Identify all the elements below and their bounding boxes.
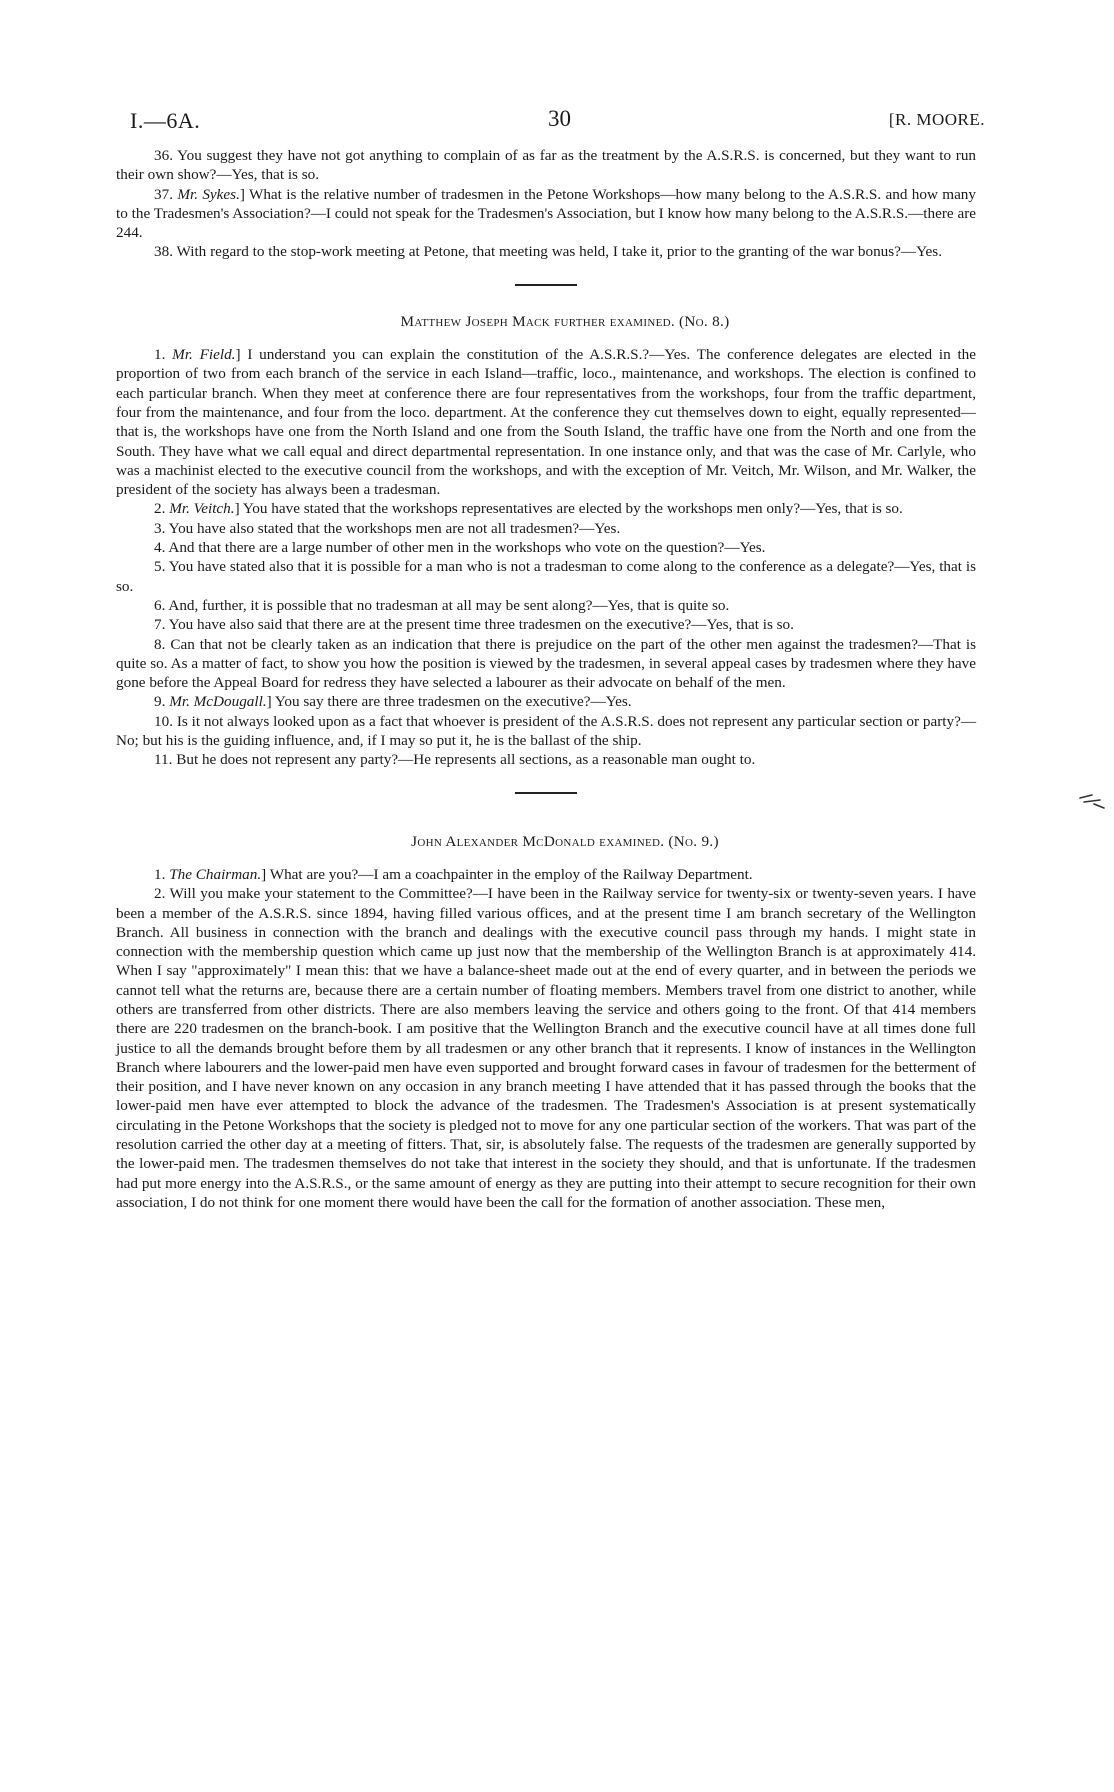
question-paragraph: 6. And, further, it is possible that no tradesman at all may be sent along?—Yes, that is quite so. — [154, 596, 730, 614]
page-body — [116, 146, 976, 1212]
question-paragraph: 5. You have stated also that it is possible for a man who is not a tradesman to come along to the conference as a delegate?—Yes, that is so. — [116, 558, 976, 595]
question-paragraph: 1. Mr. Field.] I understand you can explain the constitution of the A.S.R.S.?—Yes. The conference delegates are elected in the proportion of two from each branch of the service in each Island—traffic, loco., maintenance, and workshops. The election is confined to each particular branch. When they meet at conference there are four representatives from the workshops, four from the traffic department, four from the maintenance, and four from the loco. department. At the conference they cut themselves down to eight, equally represented—that is, the workshops have one from the North Island and one from the South Island, the traffic have one from the North and one from the South. They have what we call equal and direct departmental representation. In one instance only, and that was the case of Mr. Carlyle, who was a machinist elected to the executive council from the workshops, and with the exception of Mr. Veitch, Mr. Wilson, and Mr. Walker, the president of the society has always been a tradesman. — [116, 346, 977, 499]
witness-heading: John Alexander McDonald examined. (No. 9.) — [411, 832, 719, 850]
question-paragraph: 9. Mr. McDougall.] You say there are three tradesmen on the executive?—Yes. — [154, 693, 632, 711]
question-paragraph: 1. The Chairman.] What are you?—I am a coachpainter in the employ of the Railway Department. — [154, 865, 753, 883]
question-paragraph: 3. You have also stated that the workshops men are not all tradesmen?—Yes. — [154, 519, 621, 537]
question-paragraph: 10. Is it not always looked upon as a fact that whoever is president of the A.S.R.S. does not represent any particular section or party?—No; but his is the guiding influence, and, if I may so put it, he is the ballast of the ship. — [116, 712, 977, 750]
page-number: 30 — [548, 106, 571, 131]
section-mcdonald — [116, 865, 976, 1212]
question-paragraph: 8. Can that not be clearly taken as an indication that there is prejudice on the part of the other men against the tradesmen?—That is quite so. As a matter of fact, to show you how the position is viewed by the tradesmen, in several appeal cases by tradesmen where they have gone before the Appeal Board for redress they have selected a labourer as their advocate on behalf of the men. — [116, 635, 977, 692]
question-paragraph: 11. But he does not represent any party?—He represents all sections, as a reasonable man ought to. — [154, 751, 756, 769]
question-paragraph: 4. And that there are a large number of other men in the workshops who vote on the question?—Yes. — [154, 539, 766, 557]
question-paragraph: 37. Mr. Sykes.] What is the relative number of tradesmen in the Petone Workshops—how many belong to the A.S.R.S. and how many to the Tradesmen's Association?—I could not speak for the Tradesmen's Association, but I know how many belong to the A.S.R.S.—there are 244. — [116, 185, 976, 242]
question-paragraph: 2. Mr. Veitch.] You have stated that the workshops representatives are elected by the workshops men only?—Yes, that is so. — [154, 500, 903, 518]
question-paragraph: 7. You have also said that there are at the present time three tradesmen on the executive?—Yes, that is so. — [154, 616, 794, 634]
running-head-witness: [R. MOORE. — [888, 110, 985, 129]
page-header — [130, 108, 985, 138]
question-paragraph: 38. With regard to the stop-work meeting at Petone, that meeting was held, I take it, prior to the granting of the war bonus?—Yes. — [154, 243, 942, 261]
pencil-margin-mark-icon — [1078, 788, 1108, 810]
paper-reference: I.—6A. — [130, 108, 201, 133]
witness-heading: Matthew Joseph Mack further examined. (No. 8.) — [400, 312, 730, 330]
section-mack — [116, 345, 976, 770]
question-paragraph: 36. You suggest they have not got anything to complain of as far as the treatment by the A.S.R.S. is concerned, but they want to run their own show?—Yes, that is so. — [116, 147, 977, 184]
section-moore-continued — [116, 146, 976, 262]
question-paragraph: 2. Will you make your statement to the Committee?—I have been in the Railway service for twenty-six or twenty-seven years. I have been a member of the A.S.R.S. since 1894, having filled various offices, and at the present time I am branch secretary of the Wellington Branch. All business in connection with the branch and dealings with the executive council pass through my hands. I might state in connection with the membership question which came up just now that the membership of the Wellington Branch is at approximately 414. When I say "approximately" I mean this: that we have a balance-sheet made out at the end of every quarter, and in between the periods we cannot tell what the returns are, because there are a certain number of floating members. Members travel from one district to another, while others are transferred from other districts. There are also members leaving the service and others going to the front. Of that 414 members there are 220 tradesmen on the branch-book. I am positive that the Wellington Branch and the executive council have at all times done full justice to all the demands brought before them by all tradesmen or any other branch that it represents. I know of instances in the Wellington Branch where labourers and the lower-paid men have even supported and brought forward cases in favour of tradesmen for the betterment of their position, and I have never known on any occasion in any branch meeting I have attended that it has passed through the books that the lower-paid men have ever attempted to block the advance of the tradesmen. The Tradesmen's Association is at present systematically circulating in the Petone Workshops that the society is pledged not to move for any one particular section of the workers. That was part of the resolution carried the other day at a meeting of fitters. That, sir, is absolutely false. The requests of the tradesmen are generally supported by the lower-paid men. The tradesmen themselves do not take that interest in the society they should, and that is unfortunate. If the tradesmen had put more energy into the A.S.R.S., or the same amount of energy as they are putting into their attempt to secure recognition for their own association, I do not think for one moment there would have been the call for the formation of another association. These men, — [116, 885, 976, 1211]
